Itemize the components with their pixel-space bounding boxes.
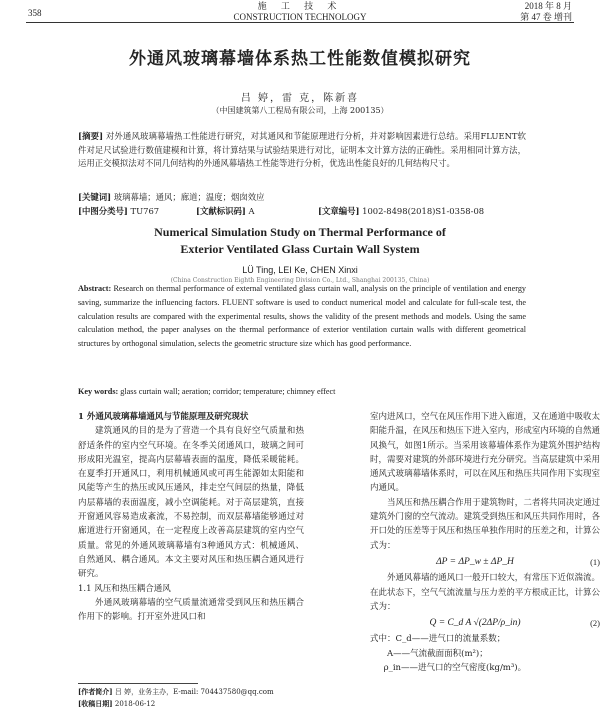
keywords-en-label: Key words: (78, 387, 119, 396)
journal-name-en: CONSTRUCTION TECHNOLOGY (233, 12, 367, 22)
issue-volume: 第 47 卷 增刊 (520, 12, 572, 22)
equation-2-formula: Q = C_d A √(2ΔP/ρ_in) (429, 618, 521, 629)
title-cn: 外通风玻璃幕墙体系热工性能数值模拟研究 (129, 49, 471, 69)
right-paragraph-2: 当风压和热压耦合作用于建筑物时，二者将共同决定通过建筑外门窗的空气流动。建筑受到热压和风压共同作用时，各开口处的压差等于风压和热压单独作用时的压差之和，计算公式为： (370, 497, 600, 551)
abstract-cn (78, 130, 526, 171)
received-date: [收稿日期] 2018-06-12 (78, 699, 156, 708)
journal-name (0, 1, 600, 23)
authors-en: LÜ Ting, LEI Ke, CHEN Xinxi (242, 265, 358, 275)
definition-a: A——气流截面面积(m²)； (387, 648, 488, 659)
equation-1 (370, 555, 600, 569)
keywords-cn-text: 玻璃幕墙；通风；廊道；温度；烟囱效应 (113, 192, 265, 202)
title-en (0, 224, 600, 258)
classification: [中图分类号] TU767 (78, 206, 160, 216)
affiliation-cn: （中国建筑第八工程局有限公司，上海 200135） (211, 106, 389, 115)
section-1-1-paragraph: 外通风玻璃幕墙的空气质量流通常受到风压和热压耦合作用下的影响。打开室外进风口和 (78, 597, 304, 623)
keywords-en-text: glass curtain wall; aeration; corridor; temperature; chimney effect (120, 387, 336, 396)
body-right-column (370, 410, 600, 675)
equation-1-formula: ΔP = ΔP_w ± ΔP_H (436, 556, 514, 567)
keywords-cn-label: [关键词] (78, 192, 112, 202)
title-en-line1: Numerical Simulation Study on Thermal Performance of (154, 225, 446, 239)
keywords-cn (78, 191, 526, 204)
affiliation-en: (China Construction Eighth Engineering Division Co., Ltd., Shanghai 200135, China) (170, 277, 430, 284)
abstract-cn-text: 对外通风玻璃幕墙热工性能进行研究，对其通风和节能原理进行分析，并对影响因素进行总结。采用FLUENT软件对足尺试验进行数值建模和计算，将计算结果与试验结果进行对比，证明本文计算方法的正确性。采用相同计算方法，运用正交模拟法对不同几何结构的外通风幕墙热工性能等进行分析，优选出性能良好的几何结构尺寸。 (78, 131, 526, 169)
equation-1-number: (1) (590, 556, 600, 567)
section-1-1-heading: 1.1 风压和热压耦合通风 (78, 583, 171, 594)
abstract-en-text: Research on thermal performance of external ventilated glass curtain wall, analysis on the principle of ventilation and energy saving, summarize the influencing factors. FLUENT software is used to conduct numerical model and calculate for full-scale test, the calculation results are compared with the experimental results, shows the validity of the present methods and models. Using the same calculation method, the paper analyses on the thermal performance of exterior ventilation curtain walls with different geometrical structures by orthogonal simulation, selects the geometric structure size which has good performance. (78, 284, 527, 349)
authors-cn: 吕 婷，雷 克，陈新喜 (240, 93, 360, 104)
abstract-en-label: Abstract: (78, 284, 112, 293)
footnote-rule (78, 683, 198, 684)
abstract-cn-label: [摘要] (78, 131, 104, 141)
issue-info (520, 1, 572, 23)
footnote (78, 686, 378, 710)
definition-rho: ρ_in——进气口的空气密度(kg/m³)。 (383, 663, 527, 674)
section-1-heading: 1 外通风玻璃幕墙通风与节能原理及研究现状 (78, 412, 249, 422)
right-paragraph-1: 室内进风口，空气在风压作用下进入廊道，又在通道中吸收太阳能升温，在风压和热压下进入室内，形成室内环境的自然通风换气，如图1所示。当采用该幕墙体系作为建筑外围护结构时，需要对建筑的外部环境进行充分研究。当高层建筑中采用通风式玻璃幕墙体系时，可以在风压和热压共同作用下实现室内通风。 (370, 412, 600, 494)
doc-code: [文献标识码] A (196, 206, 255, 216)
author-bio: [作者简介] 吕 婷，业务主办，E-mail: 704437580@qq.com (78, 687, 274, 696)
keywords-en (78, 385, 526, 398)
section-1-paragraph: 建筑通风的目的是为了营造一个具有良好空气质量和热舒适条件的室内空气环境。在冬季关闭通风口，玻璃之间可形成阳光温室，提高内层幕墙表面的温度，降低采暖能耗。在夏季打开通风口，利用机械通风或可再生能源如太阳能和风能等产生的热压或风压通风，排走空气间层的热量，降低内层幕墙的表面温度，减小空调能耗。对于高层建筑，直接开窗通风容易造成紊流，不易控制，而双层幕墙能够通过对廊道进行开窗通风，在一定程度上改善高层建筑的室内空气质量。常见的外通风玻璃幕墙有3种通风方式：机械通风、自然通风、耦合通风。本文主要对风压和热压耦合通风进行研究。 (78, 426, 304, 580)
equation-definitions (370, 632, 600, 675)
issue-date: 2018 年 8 月 (524, 1, 572, 11)
title-en-line2: Exterior Ventilated Glass Curtain Wall System (180, 242, 420, 256)
journal-name-cn: 施 工 技 术 (257, 1, 343, 11)
header-rule (26, 22, 574, 23)
body-left-column (78, 410, 304, 624)
definition-cd: 式中：C_d——进气口的流量系数； (370, 634, 506, 645)
equation-2-number: (2) (590, 618, 600, 629)
article-number: [文章编号] 1002-8498(2018)S1-0358-08 (318, 206, 485, 216)
equation-2 (370, 616, 600, 630)
page-number: 358 (28, 8, 42, 18)
right-paragraph-3: 外通风幕墙的通风口一般开口较大，有常压下近似湍流。在此状态下，空气气流流量与压力差的平方根成正比，计算公式为： (370, 573, 600, 612)
abstract-en (78, 282, 526, 351)
